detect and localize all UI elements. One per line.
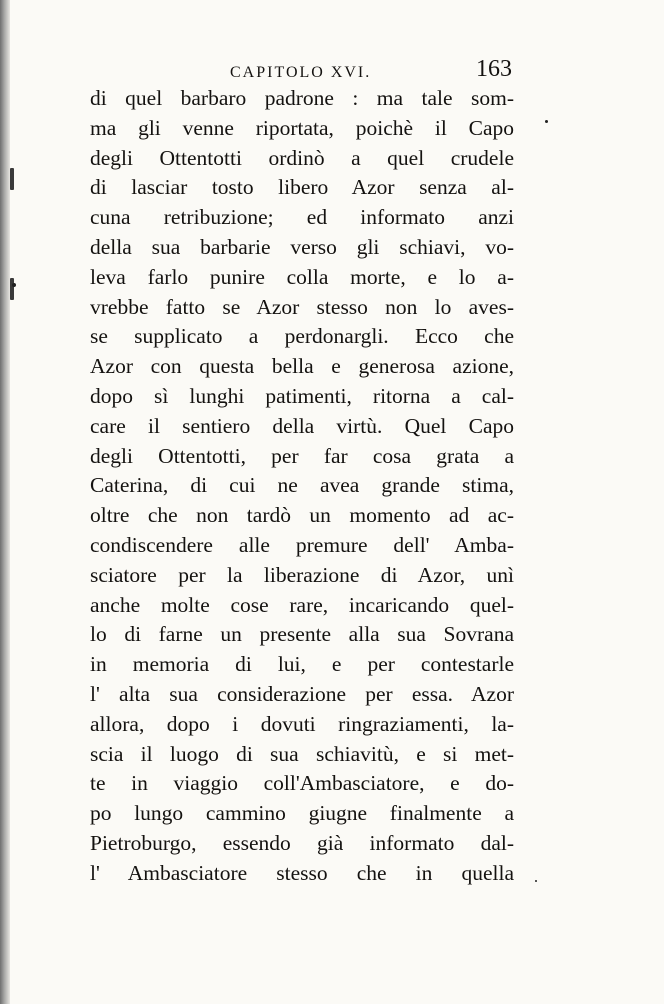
text-line: cuna retribuzione; ed informato anzi <box>90 205 514 230</box>
spine-mark <box>10 168 14 190</box>
text-line: Caterina, di cui ne avea grande stima, <box>90 473 514 498</box>
text-line: in memoria di lui, e per contestarle <box>90 652 514 677</box>
text-line: ma gli venne riportata, poichè il Capo <box>90 115 514 140</box>
paper-speck <box>12 283 16 287</box>
text-line: l' alta sua considerazione per essa. Azor <box>90 681 514 706</box>
text-line: se supplicato a perdonargli. Ecco che <box>90 324 514 349</box>
paper-speck <box>545 120 548 123</box>
text-line: l' Ambasciatore stesso che in quella <box>90 860 514 885</box>
text-line: lo di farne un presente alla sua Sovrana <box>90 622 514 647</box>
page-header <box>90 58 514 86</box>
body-text <box>90 84 514 889</box>
text-line: anche molte cose rare, incaricando quel- <box>90 592 514 617</box>
paper-speck <box>535 880 537 882</box>
text-line: vrebbe fatto se Azor stesso non lo aves- <box>90 294 514 319</box>
text-line: care il sentiero della virtù. Quel Capo <box>90 413 514 438</box>
spine-mark <box>10 278 14 300</box>
page-number: 163 <box>476 56 512 82</box>
text-line: di lasciar tosto libero Azor senza al- <box>90 175 514 200</box>
text-line: leva farlo punire colla morte, e lo a- <box>90 264 514 289</box>
text-line: oltre che non tardò un momento ad ac- <box>90 503 514 528</box>
text-line: Pietroburgo, essendo già informato dal- <box>90 830 514 855</box>
text-line: allora, dopo i dovuti ringraziamenti, la- <box>90 711 514 736</box>
text-line: della sua barbarie verso gli schiavi, vo- <box>90 234 514 259</box>
text-line: scia il luogo di sua schiavitù, e si met- <box>90 741 514 766</box>
text-line: dopo sì lunghi patimenti, ritorna a cal- <box>90 383 514 408</box>
text-line: degli Ottentotti ordinò a quel crudele <box>90 145 514 170</box>
text-line: te in viaggio coll'Ambasciatore, e do- <box>90 771 514 796</box>
text-line: Azor con questa bella e generosa azione, <box>90 354 514 379</box>
text-line: sciatore per la liberazione di Azor, unì <box>90 562 514 587</box>
text-line: po lungo cammino giugne finalmente a <box>90 801 514 826</box>
running-head: CAPITOLO XVI. <box>230 64 372 81</box>
text-line: degli Ottentotti, per far cosa grata a <box>90 443 514 468</box>
text-line: di quel barbaro padrone : ma tale som- <box>90 86 514 110</box>
spine-shadow <box>0 0 10 1004</box>
text-line: condiscendere alle premure dell' Amba- <box>90 532 514 557</box>
